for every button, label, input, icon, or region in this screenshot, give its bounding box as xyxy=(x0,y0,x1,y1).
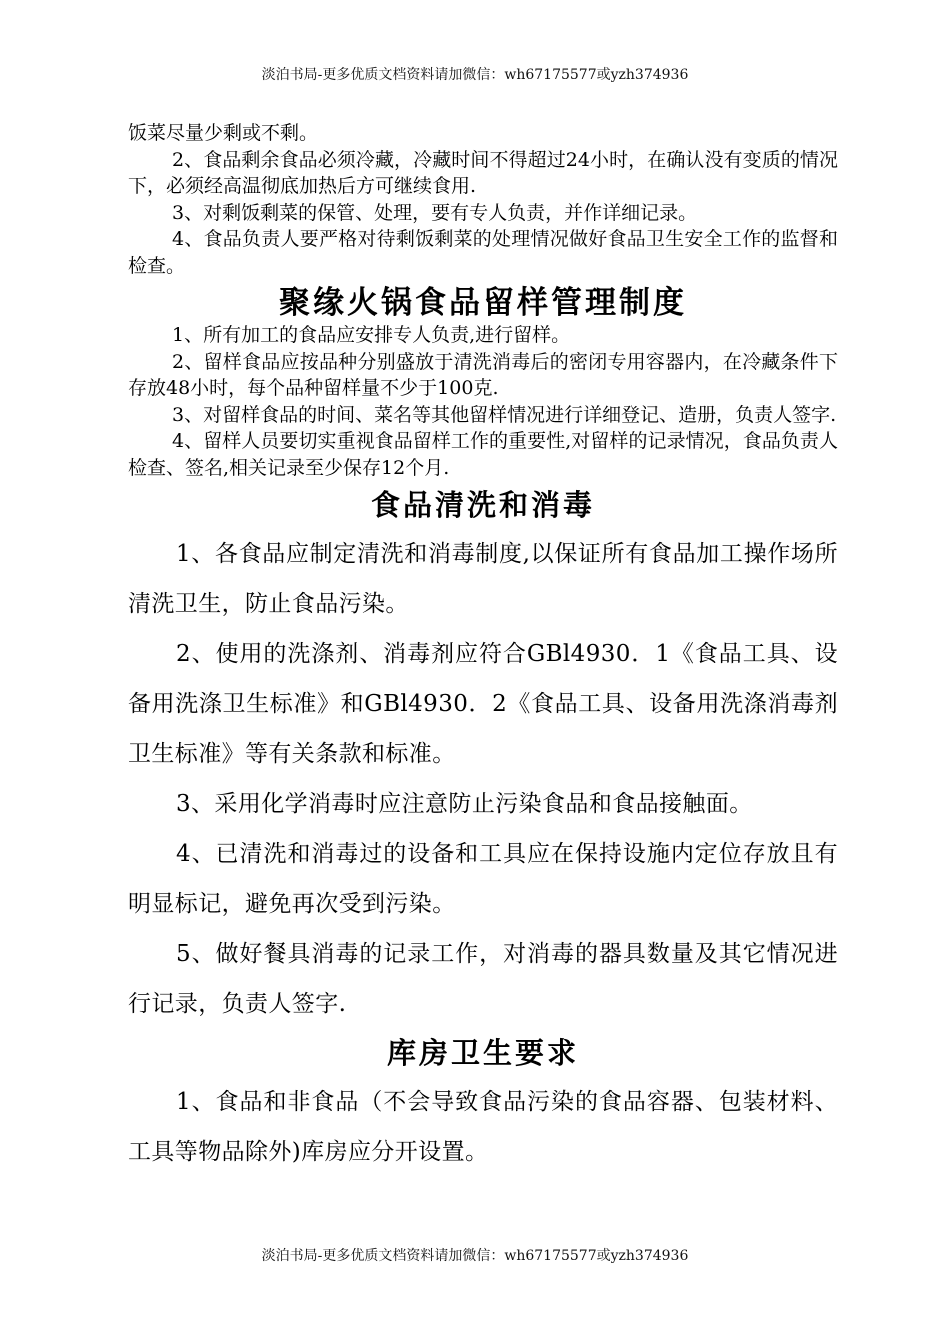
paragraph: 1、各食品应制定清洗和消毒制度,以保证所有食品加工操作场所清洗卫生，防止食品污染。 xyxy=(128,541,838,617)
section-title-storage: 库房卫生要求 xyxy=(386,1036,579,1070)
paragraph: 饭菜尽量少剩或不剩。 xyxy=(128,122,319,144)
paragraph: 5、做好餐具消毒的记录工作，对消毒的器具数量及其它情况进行记录，负责人签字. xyxy=(128,941,838,1017)
paragraph: 2、使用的洗涤剂、消毒剂应符合GBl4930．1《食品工具、设备用洗涤卫生标准》和GBl4930．2《食品工具、设备用洗涤消毒剂卫生标准》等有关条款和标准。 xyxy=(128,641,838,767)
paragraph: 3、对留样食品的时间、菜名等其他留样情况进行详细登记、造册，负责人签字. xyxy=(172,403,837,426)
paragraph: 2、留样食品应按品种分别盛放于清洗消毒后的密闭专用容器内，在冷藏条件下存放48小时，每个品种留样量不少于100克. xyxy=(128,350,838,399)
paragraph: 1、食品和非食品（不会导致食品污染的食品容器、包装材料、工具等物品除外)库房应分开设置。 xyxy=(128,1089,838,1165)
paragraph: 3、对剩饭剩菜的保管、处理，要有专人负责，并作详细记录。 xyxy=(172,201,698,224)
section-title-sample: 聚缘火锅食品留样管理制度 xyxy=(279,285,687,321)
section-storage xyxy=(128,1035,838,1177)
section-cleaning xyxy=(128,487,838,1029)
section-title-cleaning: 食品清洗和消毒 xyxy=(370,488,595,522)
section-sample xyxy=(128,285,838,481)
page-header: 淡泊书局-更多优质文档资料请加微信：wh67175577或yzh374936 xyxy=(261,67,689,83)
document-body xyxy=(128,120,838,1177)
paragraph: 3、采用化学消毒时应注意防止污染食品和食品接触面。 xyxy=(176,791,753,817)
paragraph: 2、食品剩余食品必须冷藏，冷藏时间不得超过24小时，在确认没有变质的情况下，必须经高温彻底加热后方可继续食用. xyxy=(128,148,838,197)
paragraph: 1、所有加工的食品应安排专人负责,进行留样。 xyxy=(172,324,571,346)
paragraph: 4、食品负责人要严格对待剩饭剩菜的处理情况做好食品卫生安全工作的监督和检查。 xyxy=(128,228,838,277)
section-leftover xyxy=(128,120,838,279)
paragraph: 4、留样人员要切实重视食品留样工作的重要性,对留样的记录情况，食品负责人检查、签名,相关记录至少保存12个月. xyxy=(128,430,838,479)
paragraph: 4、已清洗和消毒过的设备和工具应在保持设施内定位存放且有明显标记，避免再次受到污染。 xyxy=(128,841,838,917)
page-footer: 淡泊书局-更多优质文档资料请加微信：wh67175577或yzh374936 xyxy=(261,1248,689,1264)
